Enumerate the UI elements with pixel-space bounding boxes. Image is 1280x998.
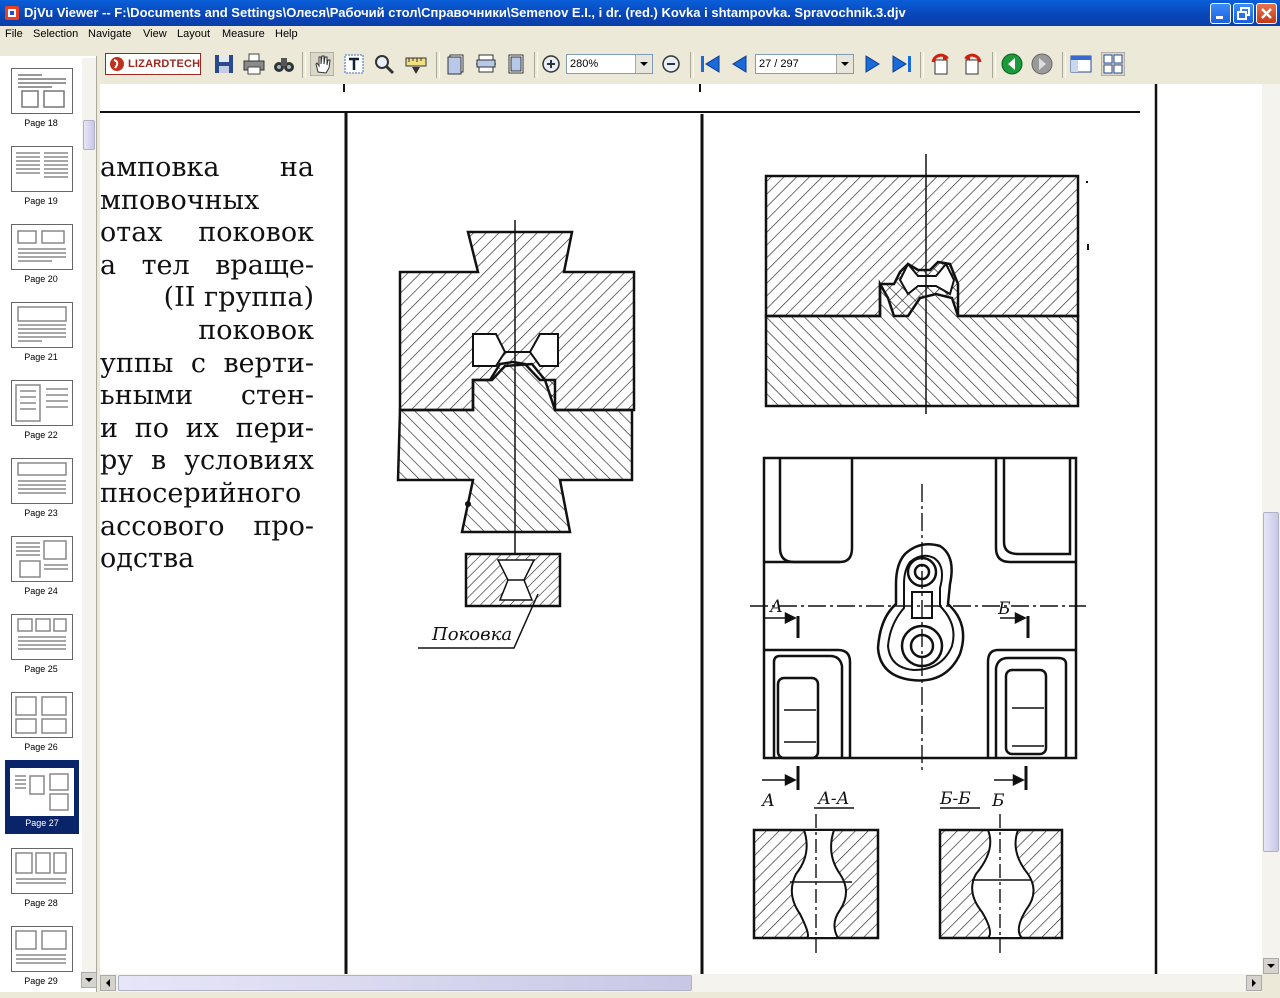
menu-navigate[interactable]: Navigate xyxy=(88,28,132,40)
thumbnail-page-26[interactable] xyxy=(0,686,82,756)
menu-view[interactable]: View xyxy=(143,28,167,40)
menu-file[interactable]: File xyxy=(5,28,23,40)
thumbnail-page-22[interactable] xyxy=(0,374,82,444)
viewer-horizontal-scrollbar[interactable] xyxy=(100,974,1262,992)
lizardtech-logo-text: LIZARDTECH xyxy=(128,58,201,70)
document-text-line: поковок xyxy=(198,314,314,346)
thumbnail-label: Page 19 xyxy=(24,196,58,206)
close-icon xyxy=(1257,4,1276,23)
page-dropdown-arrow[interactable] xyxy=(836,55,853,73)
sidebar-scrollbar[interactable] xyxy=(82,58,96,988)
find-binoculars-icon[interactable] xyxy=(272,52,296,76)
thumbnail-page-28[interactable] xyxy=(0,842,82,912)
forward-icon[interactable] xyxy=(1030,52,1054,76)
chevron-right-icon xyxy=(1247,976,1261,990)
viewer-horizontal-scroll-thumb[interactable] xyxy=(118,975,692,991)
restore-button[interactable] xyxy=(1233,3,1254,24)
document-text-line: ру в условиях xyxy=(100,445,314,477)
document-text-line: отах поковок xyxy=(100,217,314,249)
document-text-block xyxy=(100,152,314,576)
rotate-left-icon[interactable] xyxy=(929,52,953,76)
viewer-scroll-down-button[interactable] xyxy=(1263,958,1279,974)
zoom-value: 280% xyxy=(570,58,599,70)
chevron-left-icon xyxy=(101,976,115,990)
section-bb-view xyxy=(940,814,1062,954)
page-value: 27 / 297 xyxy=(759,58,799,70)
save-icon[interactable] xyxy=(212,52,236,76)
label-b-top: Б xyxy=(998,599,1011,619)
thumbnail-page-19[interactable] xyxy=(0,140,82,210)
section-aa-label: А-А xyxy=(818,789,850,809)
fit-page-icon[interactable] xyxy=(504,52,528,76)
zoom-magnifier-icon[interactable] xyxy=(372,52,396,76)
forging-label: Поковка xyxy=(432,624,513,645)
chevron-down-icon xyxy=(636,55,652,73)
toolbar xyxy=(100,48,1280,82)
document-text-line: мповочных xyxy=(100,184,260,216)
thumbnail-label: Page 29 xyxy=(24,976,58,986)
pan-hand-icon[interactable] xyxy=(310,52,334,76)
close-button[interactable] xyxy=(1256,3,1277,24)
text-select-icon[interactable] xyxy=(342,52,366,76)
rotate-right-icon[interactable] xyxy=(960,52,984,76)
thumbnail-label: Page 21 xyxy=(24,352,58,362)
thumbnail-page-18[interactable] xyxy=(0,62,82,132)
thumbnail-image xyxy=(10,768,74,816)
thumbnails-view-icon[interactable] xyxy=(1101,52,1125,76)
zoom-out-icon[interactable] xyxy=(659,52,683,76)
restore-icon xyxy=(1234,4,1253,23)
thumbnail-label: Page 22 xyxy=(24,430,58,440)
document-text-line: ьными стен- xyxy=(100,380,314,412)
thumbnail-image xyxy=(11,614,73,660)
single-page-icon[interactable] xyxy=(444,52,468,76)
document-text-line: пносерийного xyxy=(100,477,302,509)
thumbnail-page-27[interactable] xyxy=(5,760,79,834)
sidebar-scroll-down-button[interactable] xyxy=(81,972,97,988)
status-strip xyxy=(0,992,1280,998)
fit-width-icon[interactable] xyxy=(474,52,498,76)
document-text-line: ассового про- xyxy=(100,510,314,542)
previous-page-icon[interactable] xyxy=(728,52,752,76)
thumbnail-page-23[interactable] xyxy=(0,452,82,522)
menu-layout[interactable]: Layout xyxy=(177,28,211,40)
document-text-line: амповка на xyxy=(100,152,314,183)
lizardtech-logo-icon xyxy=(109,56,125,72)
thumbnail-label: Page 28 xyxy=(24,898,58,908)
lizardtech-logo[interactable] xyxy=(105,53,201,75)
thumbnail-page-24[interactable] xyxy=(0,530,82,600)
thumbnail-page-20[interactable] xyxy=(0,218,82,288)
thumbnail-image xyxy=(11,302,73,348)
chevron-down-icon xyxy=(837,55,853,73)
section-bb-label: Б-Б xyxy=(940,789,971,809)
thumbnail-label: Page 26 xyxy=(24,742,58,752)
document-text-line: и по их пери- xyxy=(100,412,314,444)
thumbnail-label: Page 24 xyxy=(24,586,58,596)
section-aa-view xyxy=(754,814,878,954)
document-text-line: уппы с верти- xyxy=(100,347,314,379)
thumbnail-image xyxy=(11,692,73,738)
next-page-icon[interactable] xyxy=(860,52,884,76)
thumbnail-image xyxy=(11,146,73,192)
label-a-bottom: А xyxy=(762,791,775,811)
thumbnail-image xyxy=(11,458,73,504)
document-text-line: а тел враще- xyxy=(100,249,314,281)
zoom-dropdown-arrow[interactable] xyxy=(635,55,652,73)
thumbnail-image xyxy=(11,224,73,270)
viewer-vertical-scrollbar[interactable] xyxy=(1262,84,1280,974)
viewer-scroll-right-button[interactable] xyxy=(1246,975,1262,991)
menu-measure[interactable]: Measure xyxy=(222,28,265,40)
first-page-icon[interactable] xyxy=(698,52,722,76)
thumbnail-page-25[interactable] xyxy=(0,608,82,678)
window-title: DjVu Viewer -- F:\Documents and Settings\Олеся\Рабочий стол\Справочники\Semenov E.I., i dr. (red.) Kovka i shtampovka. Spravochnik.3.djv xyxy=(24,5,906,20)
label-a-top: А xyxy=(770,597,783,617)
thumbnail-image xyxy=(11,536,73,582)
viewer-vertical-scroll-thumb[interactable] xyxy=(1263,512,1279,852)
ruler-measure-icon[interactable] xyxy=(404,52,428,76)
thumbnail-label: Page 25 xyxy=(24,664,58,674)
menu-bar xyxy=(0,26,1280,44)
djvu-app-icon xyxy=(4,5,20,21)
minimize-button[interactable] xyxy=(1210,3,1231,24)
zoom-combo[interactable] xyxy=(566,54,653,74)
page-combo[interactable] xyxy=(755,54,854,74)
thumbnail-image xyxy=(11,926,73,972)
thumbnail-label: Page 18 xyxy=(24,118,58,128)
chevron-down-icon xyxy=(1264,959,1278,973)
back-icon[interactable] xyxy=(1000,52,1024,76)
print-icon[interactable] xyxy=(242,52,266,76)
thumbnail-label: Page 23 xyxy=(24,508,58,518)
title-bar[interactable] xyxy=(0,0,1280,26)
menu-selection[interactable]: Selection xyxy=(33,28,79,40)
label-b-bottom: Б xyxy=(992,791,1005,811)
thumbnail-page-21[interactable] xyxy=(0,296,82,366)
chevron-down-icon xyxy=(82,973,96,987)
thumbnail-page-29[interactable] xyxy=(0,920,82,990)
last-page-icon[interactable] xyxy=(890,52,914,76)
document-text-line: одства xyxy=(100,543,195,575)
document-page-view[interactable] xyxy=(100,84,1262,974)
document-text-line: (II группа) xyxy=(163,282,314,314)
thumbnail-image xyxy=(11,848,73,894)
thumbnail-image xyxy=(11,68,73,114)
sidebar-scroll-thumb[interactable] xyxy=(83,120,95,150)
zoom-in-icon[interactable] xyxy=(539,52,563,76)
thumbnail-image xyxy=(11,380,73,426)
die-plan-view xyxy=(750,458,1086,808)
minimize-icon xyxy=(1211,4,1230,23)
toggle-sidebar-icon[interactable] xyxy=(1069,52,1093,76)
die-drawing-right-top xyxy=(766,154,1088,414)
die-drawing-left xyxy=(398,220,634,648)
viewer-scroll-left-button[interactable] xyxy=(100,975,116,991)
thumbnail-label: Page 27 xyxy=(25,818,59,828)
thumbnail-label: Page 20 xyxy=(24,274,58,284)
menu-help[interactable]: Help xyxy=(275,28,298,40)
